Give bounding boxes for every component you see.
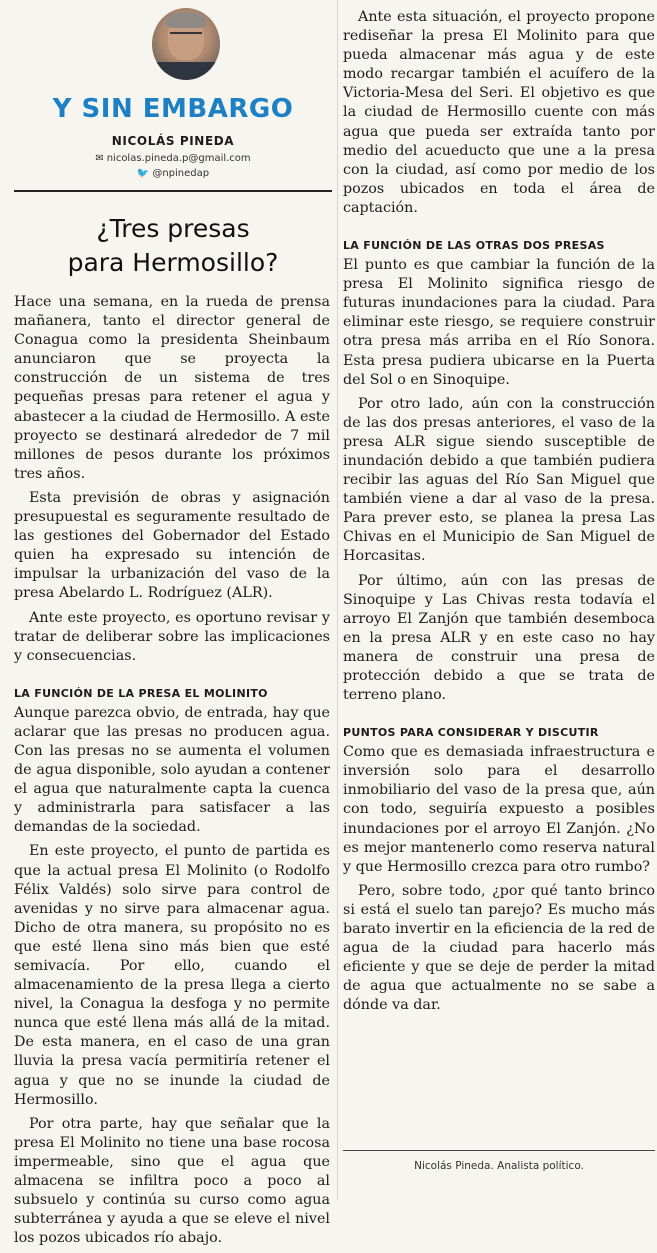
- paragraph: Ante este proyecto, es oportuno revisar y tratar de deliberar sobre las implicaciones y consecuencias.: [14, 609, 330, 664]
- footer-rule: [343, 1150, 655, 1151]
- column-title: Y SIN EMBARGO: [52, 94, 294, 124]
- paragraph: En este proyecto, el punto de partida es que la actual presa El Molinito (o Rodolfo Félix Valdés) solo sirve para control de avenidas y no sirve para almacenar agua. Dicho de otra manera, su propósito no es que esté llena sino más bien que esté semivacía. Por ello, cuando el almacenamiento de la presa llega a cierto nivel, la Conagua la desfoga y no permite nunca que esté llena más allá de la mitad. De esta manera, en el caso de una gran lluvia la presa vacía permitiría retener el agua y que no se inunde la ciudad de Hermosillo.: [14, 843, 330, 1108]
- paragraph: Aunque parezca obvio, de entrada, hay que aclarar que las presas no producen agua. Con las presas no se aumenta el volumen de agua disponible, solo ayudan a contener el agua que naturalmente capta la cuenca y administrarla para satisfacer a las demandas de la sociedad.: [14, 704, 330, 836]
- section-heading: PUNTOS PARA CONSIDERAR Y DISCUTIR: [343, 726, 599, 740]
- paragraph: Ante esta situación, el proyecto propone rediseñar la presa El Molinito para que pueda almacenar más agua y de este modo recargar también el acuífero de la Victoria-Mesa del Seri. El objetivo es que la ciudad de Hermosillo cuente con más agua que pueda ser extraída tanto por medio del acueducto que une a la presa con la ciudad, así como por medio de los pozos ubicados en toda el área de captación.: [343, 9, 655, 216]
- avatar-glasses: [170, 32, 202, 42]
- section-heading: LA FUNCIÓN DE LA PRESA EL MOLINITO: [14, 686, 268, 700]
- paragraph: Por último, aún con las presas de Sinoquipe y Las Chivas resta todavía el arroyo El Zanjón que también desemboca en la presa ALR y en este caso no hay manera de construir una presa de protección debido a que se trata de terreno plano.: [343, 572, 655, 704]
- article-body-left: [14, 293, 330, 1253]
- column-divider: [337, 0, 338, 1200]
- paragraph: Por otro lado, aún con la construcción de las dos presas anteriores, el vaso de la presa ALR sigue siendo susceptible de inundación debido a que también pudiera recibir las aguas del Río San Miguel que también viene a dar al vaso de la presa. Para prever esto, se planea la presa Las Chivas en el Municipio de San Miguel de Horcasitas.: [343, 395, 655, 565]
- twitter-handle: @npinedap: [152, 168, 210, 179]
- paragraph: Pero, sobre todo, ¿por qué tanto brinco si está el suelo tan parejo? Es mucho más barato invertir en la eficiencia de la red de agua de la ciudad para hacerlo más eficiente y que se deje de perder la mitad de agua que actualmente no se sabe a dónde va dar.: [343, 882, 655, 1014]
- author-twitter[interactable]: [14, 168, 332, 179]
- paragraph: Por otra parte, hay que señalar que la presa El Molinito no tiene una base rocosa impermeable, sino que el agua que almacena se infiltra poco a poco al subsuelo y continúa su curso como agua subterránea y ayuda a que se eleve el nivel los pozos ubicados río abajo.: [14, 1115, 330, 1247]
- avatar-shirt: [152, 62, 220, 80]
- author-signature: Nicolás Pineda. Analista político.: [414, 1160, 584, 1172]
- headline-line-1: ¿Tres presas: [96, 214, 250, 243]
- right-column: [343, 8, 655, 1021]
- paragraph: Hace una semana, en la rueda de prensa mañanera, tanto el director general de Conagua como la presidenta Sheinbaum anunciaron que se proyecta la construcción de un sistema de tres pequeñas presas para retener el agua y abastecer a la ciudad de Hermosillo. A este proyecto se destinará alrededor de 7 mil millones de pesos durante los próximos tres años.: [14, 294, 330, 482]
- avatar-hair: [166, 12, 206, 28]
- header-rule: [14, 190, 332, 192]
- paragraph: El punto es que cambiar la función de la presa El Molinito significa riesgo de futuras inundaciones para la ciudad. Para eliminar este riesgo, se requiere construir otra presa más arriba en el Río Sonora. Esta presa pudiera ubicarse en la Puerta del Sol o en Sinoquipe.: [343, 257, 655, 388]
- envelope-icon: ✉: [95, 153, 104, 164]
- author-name: NICOLÁS PINEDA: [111, 134, 235, 148]
- author-email[interactable]: [14, 153, 332, 164]
- article-headline: [14, 212, 332, 280]
- email-text: nicolas.pineda.p@gmail.com: [106, 153, 251, 164]
- paragraph: Como que es demasiada infraestructura e inversión solo para el desarrollo inmobiliario del vaso de la presa que, aún con todo, seguiría expuesto a posibles inundaciones por el arroyo El Zanjón. ¿No es mejor mantenerlo como reserva natural y que Hermosillo crezca para otro rumbo?: [343, 744, 655, 875]
- section-heading: LA FUNCIÓN DE LAS OTRAS DOS PRESAS: [343, 239, 605, 253]
- headline-line-2: para Hermosillo?: [67, 248, 279, 277]
- author-avatar: [152, 8, 220, 80]
- paragraph: Esta previsión de obras y asignación presupuestal es seguramente resultado de las gestiones del Gobernador del Estado quien ha expresado su intención de impulsar la urbanización del vaso de la presa Abelardo L. Rodríguez (ALR).: [14, 489, 330, 602]
- twitter-icon: 🐦: [136, 168, 150, 179]
